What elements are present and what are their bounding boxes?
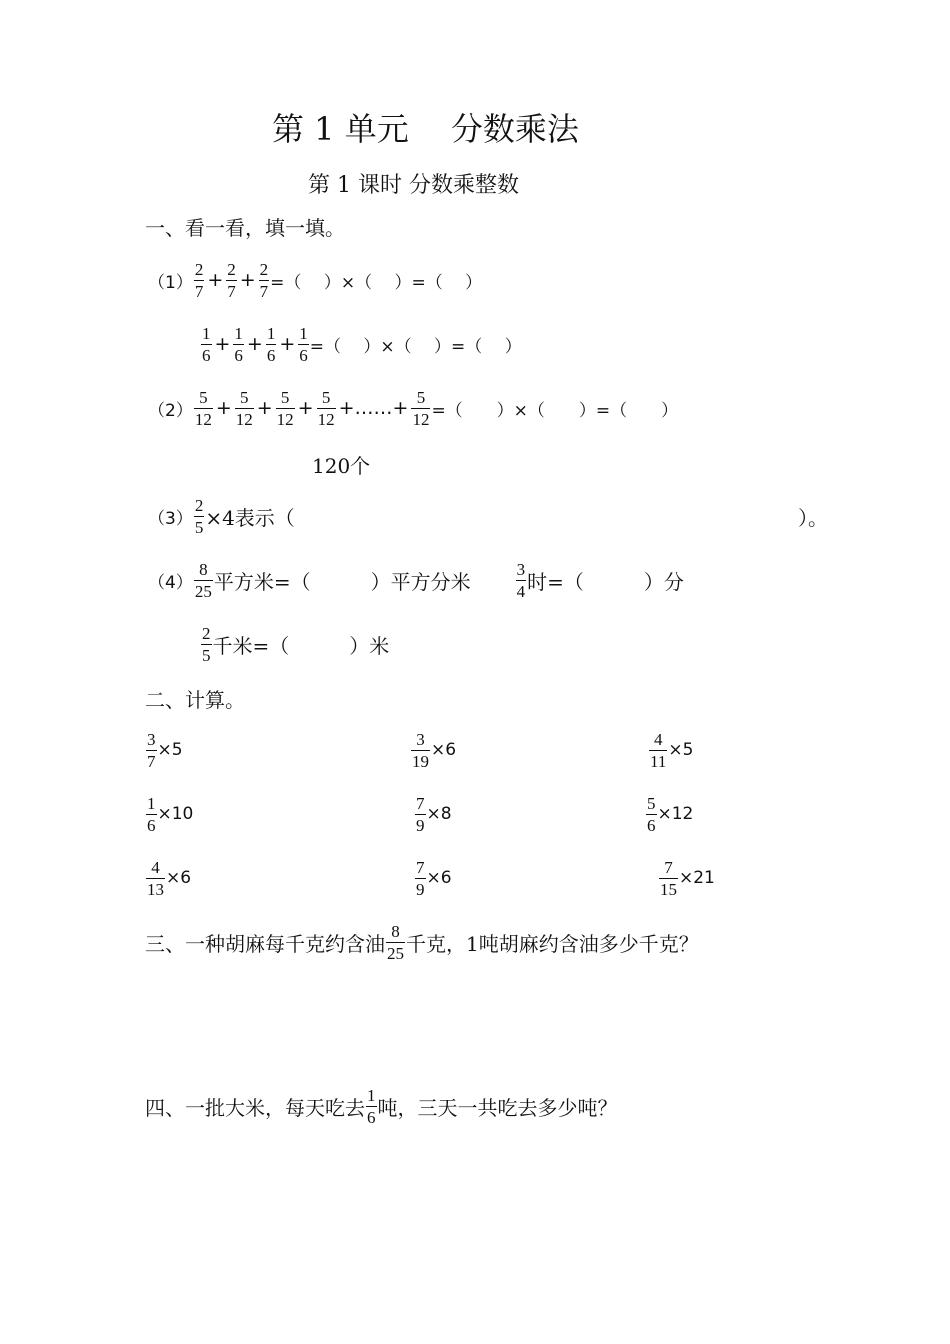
section3-prefix: 三、一种胡麻每千克约含油 bbox=[145, 931, 385, 956]
fraction: $\frac{7}{15}$ bbox=[660, 857, 677, 899]
fraction: $\frac{2}{5}$ bbox=[194, 495, 204, 537]
q4-a-text: 平方米=（ ）平方分米 bbox=[213, 569, 471, 594]
fraction: $\frac{5}{12}$ bbox=[276, 387, 294, 429]
q2-label: （2） bbox=[148, 400, 193, 421]
plus-sign: + bbox=[279, 333, 296, 355]
fraction: $\frac{2}{7}$ bbox=[259, 259, 269, 301]
answer-blanks: =（ ）×（ ）=（ ） bbox=[309, 336, 522, 357]
fraction: $\frac{7}{9}$ bbox=[416, 857, 425, 899]
ellipsis-plus: +……+ bbox=[338, 397, 409, 419]
calc-item: $\frac{4}{13}$ ×6 bbox=[147, 857, 192, 899]
q1-label: （1） bbox=[148, 272, 193, 293]
fraction: $\frac{5}{12}$ bbox=[412, 387, 430, 429]
answer-blanks: =（ ）×（ ）=（ ） bbox=[431, 400, 679, 421]
answer-blanks: =（ ）×（ ）=（ ） bbox=[270, 272, 483, 293]
fraction: $\frac{3}{7}$ bbox=[147, 729, 156, 771]
section4-question bbox=[145, 1076, 618, 1136]
calc-item: $\frac{7}{9}$ ×6 bbox=[416, 857, 452, 899]
fraction: $\frac{5}{12}$ bbox=[317, 387, 335, 429]
plus-sign: + bbox=[256, 397, 273, 419]
page-title: 第 1 单元 分数乘法 bbox=[272, 110, 579, 148]
fraction: $\frac{2}{7}$ bbox=[194, 259, 204, 301]
q2-line bbox=[148, 378, 678, 438]
fraction: $\frac{1}{6}$ bbox=[147, 793, 156, 835]
fraction: $\frac{4}{13}$ bbox=[147, 857, 164, 899]
q1-line2 bbox=[200, 314, 522, 374]
q4-line2 bbox=[200, 614, 389, 674]
q1-line1 bbox=[148, 250, 482, 310]
calc-item: $\frac{3}{19}$ ×6 bbox=[412, 729, 457, 771]
q4-label: （4） bbox=[148, 572, 193, 593]
calc-item: $\frac{5}{6}$ ×12 bbox=[647, 793, 694, 835]
q4-c-text: 千米=（ ）米 bbox=[212, 633, 390, 658]
fraction: $\frac{4}{11}$ bbox=[650, 729, 667, 771]
calc-item: $\frac{4}{11}$ ×5 bbox=[650, 729, 694, 771]
calc-item: $\frac{7}{9}$ ×8 bbox=[416, 793, 452, 835]
plus-sign: + bbox=[246, 333, 263, 355]
plus-sign: + bbox=[214, 333, 231, 355]
q3-close: ）。 bbox=[798, 505, 828, 530]
q2-count-label: 120个 bbox=[312, 454, 371, 478]
fraction: $\frac{1}{6}$ bbox=[367, 1085, 376, 1127]
fraction: $\frac{3}{4}$ bbox=[516, 559, 526, 601]
q4-b-text: 时=（ ）分 bbox=[527, 569, 684, 594]
calc-item: $\frac{1}{6}$ ×10 bbox=[147, 793, 194, 835]
fraction: $\frac{2}{7}$ bbox=[227, 259, 236, 301]
section4-prefix: 四、一批大米，每天吃去 bbox=[145, 1095, 365, 1120]
q4-line bbox=[148, 550, 684, 610]
calc-item: $\frac{3}{7}$ ×5 bbox=[147, 729, 183, 771]
section3-question bbox=[145, 912, 699, 972]
section2-heading: 二、计算。 bbox=[145, 688, 245, 712]
fraction: $\frac{1}{6}$ bbox=[234, 323, 243, 365]
fraction: $\frac{5}{12}$ bbox=[194, 387, 212, 429]
fraction: $\frac{1}{6}$ bbox=[266, 323, 276, 365]
page-subtitle: 第 1 课时 分数乘整数 bbox=[308, 173, 519, 198]
fraction: $\frac{3}{19}$ bbox=[412, 729, 429, 771]
fraction: $\frac{2}{5}$ bbox=[202, 623, 211, 665]
section1-heading: 一、看一看，填一填。 bbox=[145, 216, 345, 240]
fraction: $\frac{7}{9}$ bbox=[416, 793, 425, 835]
section4-suffix: 吨，三天一共吃去多少吨？ bbox=[377, 1095, 618, 1120]
plus-sign: + bbox=[207, 269, 224, 291]
fraction: $\frac{1}{6}$ bbox=[202, 323, 211, 365]
q3-text: ×4表示（ bbox=[205, 505, 295, 530]
plus-sign: + bbox=[239, 269, 256, 291]
plus-sign: + bbox=[297, 397, 314, 419]
fraction: $\frac{5}{6}$ bbox=[647, 793, 656, 835]
calc-item: $\frac{7}{15}$ ×21 bbox=[660, 857, 715, 899]
q3-label: （3） bbox=[148, 508, 193, 529]
plus-sign: + bbox=[215, 397, 232, 419]
fraction: $\frac{5}{12}$ bbox=[235, 387, 253, 429]
fraction: $\frac{8}{25}$ bbox=[387, 921, 404, 963]
q3-line bbox=[148, 486, 828, 546]
fraction: $\frac{8}{25}$ bbox=[194, 559, 212, 601]
section3-suffix: 千克，1吨胡麻约含油多少千克？ bbox=[406, 931, 699, 956]
fraction: $\frac{1}{6}$ bbox=[299, 323, 308, 365]
